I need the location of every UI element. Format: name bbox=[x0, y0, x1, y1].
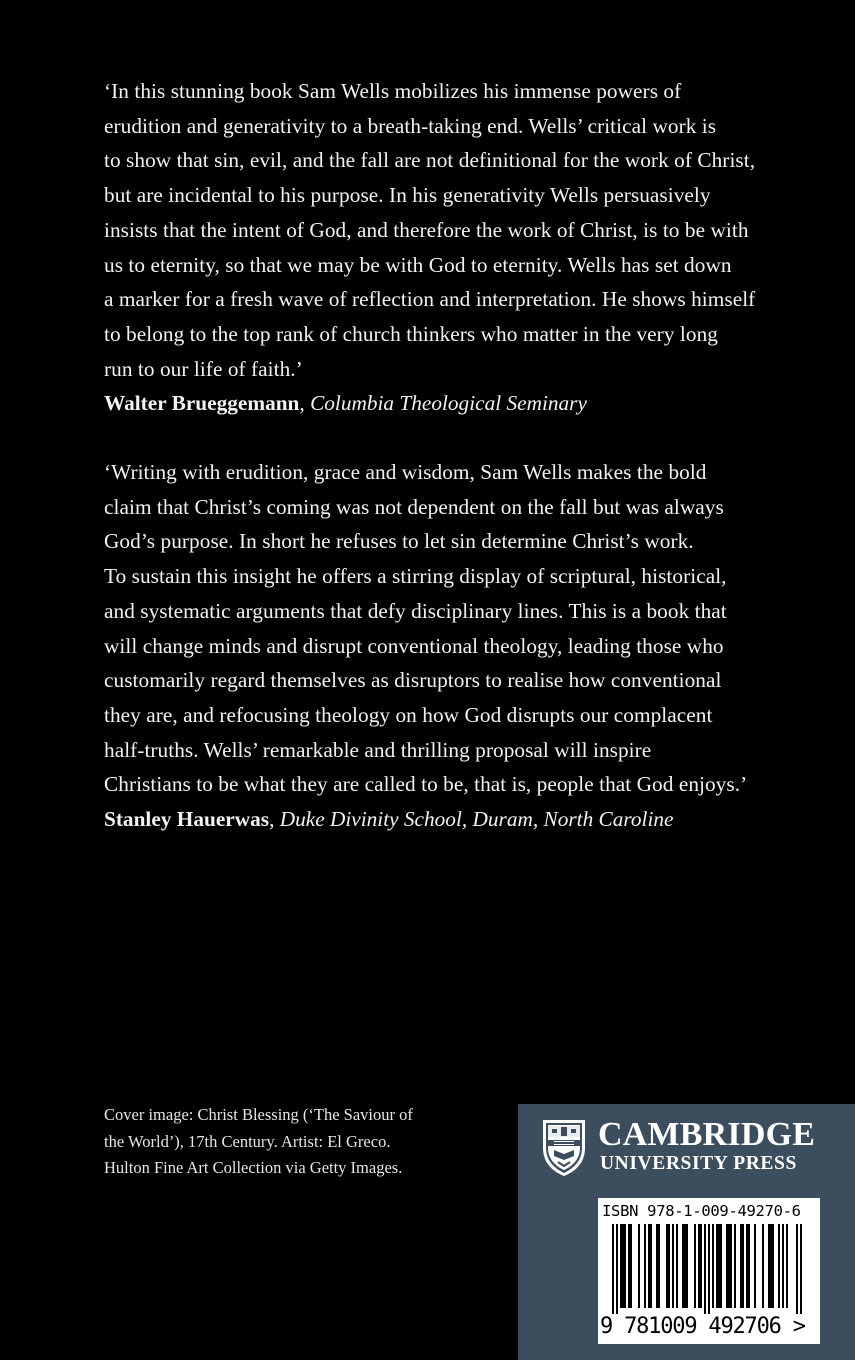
quote-line: ‘Writing with erudition, grace and wisdom, Sam Wells makes the bold bbox=[104, 460, 707, 484]
barcode-bar bbox=[694, 1224, 696, 1308]
quote-line: customarily regard themselves as disruptors to realise how conventional bbox=[104, 668, 722, 693]
credit-line: Cover image: Christ Blessing (‘The Saviour of bbox=[104, 1105, 413, 1124]
barcode-bars bbox=[608, 1224, 808, 1314]
barcode-bar bbox=[676, 1224, 678, 1308]
barcode-bar bbox=[622, 1224, 624, 1308]
quote-line: ‘In this stunning book Sam Wells mobilizes his immense powers of bbox=[104, 79, 682, 103]
barcode-bar bbox=[686, 1224, 688, 1308]
barcode-bar bbox=[772, 1224, 774, 1308]
barcode-bar bbox=[628, 1224, 630, 1308]
barcode-bar bbox=[666, 1224, 668, 1308]
barcode-bar bbox=[786, 1224, 788, 1308]
quote-line: God’s purpose. In short he refuses to let sin determine Christ’s work. bbox=[104, 529, 694, 554]
barcode-bar bbox=[778, 1224, 780, 1308]
quote-line: To sustain this insight he offers a stirring display of scriptural, historical, bbox=[104, 564, 727, 589]
barcode-bar bbox=[718, 1224, 720, 1308]
quote-line: but are incidental to his purpose. In his generativity Wells persuasively bbox=[104, 183, 711, 208]
barcode-digits: 9 781009 492706 > bbox=[600, 1314, 805, 1339]
barcode-bar bbox=[684, 1224, 686, 1308]
barcode-bar bbox=[616, 1224, 618, 1314]
barcode-bar bbox=[620, 1224, 622, 1308]
quote-line: erudition and generativity to a breath-taking end. Wells’ critical work is bbox=[104, 113, 717, 138]
barcode-bar bbox=[782, 1224, 784, 1308]
cambridge-crest-icon bbox=[540, 1118, 588, 1178]
quote-attribution: Stanley Hauerwas, Duke Divinity School, Duram, North Caroline bbox=[104, 807, 674, 832]
barcode-bar bbox=[726, 1224, 728, 1308]
quote-line: Christians to be what they are called to be, that is, people that God enjoys.’ bbox=[104, 772, 748, 797]
barcode-bar bbox=[624, 1224, 626, 1308]
publisher-panel bbox=[518, 1104, 855, 1360]
quote-author: Walter Brueggemann bbox=[104, 391, 300, 416]
barcode-bar bbox=[708, 1224, 710, 1314]
quote-line: insists that the intent of God, and therefore the work of Christ, is to be with bbox=[104, 217, 749, 242]
publisher-name: CAMBRIDGE bbox=[598, 1116, 816, 1153]
barcode-bar bbox=[700, 1224, 702, 1308]
barcode-bar bbox=[668, 1224, 670, 1308]
quote-line: run to our life of faith.’ bbox=[104, 356, 303, 381]
quote-author: Stanley Hauerwas bbox=[104, 807, 270, 832]
barcode-bar bbox=[730, 1224, 732, 1308]
barcode-bar bbox=[800, 1224, 802, 1314]
quote-line: will change minds and disrupt conventional theology, leading those who bbox=[104, 633, 724, 658]
quote-line: to show that sin, evil, and the fall are not definitional for the work of Christ, bbox=[104, 148, 756, 173]
barcode-bar bbox=[716, 1224, 718, 1308]
barcode-bar bbox=[644, 1224, 646, 1308]
barcode-bar bbox=[742, 1224, 744, 1308]
barcode-bar bbox=[658, 1224, 660, 1308]
barcode-bar bbox=[650, 1224, 652, 1308]
barcode-bar bbox=[740, 1224, 742, 1308]
barcode-bar bbox=[768, 1224, 770, 1308]
barcode-bar bbox=[748, 1224, 750, 1308]
isbn-label: ISBN 978-1-009-49270-6 bbox=[602, 1202, 801, 1220]
barcode-bar bbox=[612, 1224, 614, 1314]
endorsement-quote-1 bbox=[104, 74, 794, 421]
credit-line: the World’), 17th Century. Artist: El Greco. bbox=[104, 1131, 391, 1151]
barcode-bar bbox=[720, 1224, 722, 1308]
quote-affiliation: Columbia Theological Seminary bbox=[310, 391, 587, 416]
barcode-bar bbox=[704, 1224, 706, 1314]
quote-line: and systematic arguments that defy disciplinary lines. This is a book that bbox=[104, 598, 727, 623]
quote-line: to belong to the top rank of church thinkers who matter in the very long bbox=[104, 321, 718, 346]
barcode-bar bbox=[746, 1224, 748, 1308]
quote-attribution: Walter Brueggemann, Columbia Theological Seminary bbox=[104, 391, 587, 416]
credit-line: Hulton Fine Art Collection via Getty Images. bbox=[104, 1158, 403, 1177]
publisher-subname: UNIVERSITY PRESS bbox=[600, 1153, 797, 1174]
quote-line: they are, and refocusing theology on how God disrupts our complacent bbox=[104, 702, 713, 727]
quote-line: a marker for a fresh wave of reflection and interpretation. He shows himself bbox=[104, 287, 756, 312]
barcode-bar bbox=[728, 1224, 730, 1308]
barcode-bar bbox=[712, 1224, 714, 1308]
barcode-bar bbox=[796, 1224, 798, 1314]
barcode-bar bbox=[770, 1224, 772, 1308]
quote-line: us to eternity, so that we may be with God to eternity. Wells has set down bbox=[104, 252, 732, 277]
barcode-bar bbox=[734, 1224, 736, 1308]
quote-line: half-truths. Wells’ remarkable and thrilling proposal will inspire bbox=[104, 737, 652, 762]
endorsement-quote-2 bbox=[104, 455, 794, 837]
barcode-bar bbox=[672, 1224, 674, 1308]
isbn-barcode bbox=[598, 1198, 820, 1344]
barcode-bar bbox=[648, 1224, 650, 1308]
barcode-bar bbox=[762, 1224, 764, 1308]
barcode-bar bbox=[638, 1224, 640, 1308]
quote-line: claim that Christ’s coming was not dependent on the fall but was always bbox=[104, 494, 724, 519]
barcode-bar bbox=[656, 1224, 658, 1308]
barcode-bar bbox=[630, 1224, 632, 1308]
barcode-bar bbox=[682, 1224, 684, 1308]
quote-affiliation: Duke Divinity School, Duram, North Caroline bbox=[279, 807, 674, 832]
barcode-bar bbox=[754, 1224, 756, 1308]
barcode-bar bbox=[698, 1224, 700, 1308]
cover-image-credit bbox=[104, 1102, 504, 1182]
